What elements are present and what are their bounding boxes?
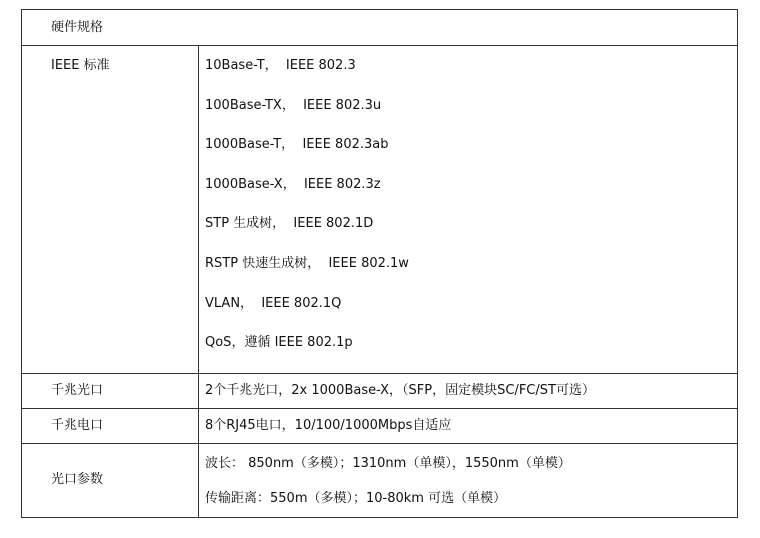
fiber-params-value: 波长： 850nm（多模）；1310nm（单模），1550nm（单模）: [205, 456, 571, 471]
ieee-value: VLAN， IEEE 802.1Q: [205, 296, 342, 311]
ieee-value: QoS，遵循 IEEE 802.1p: [205, 335, 353, 350]
ieee-value: 10Base-T， IEEE 802.3: [205, 58, 356, 73]
row-label-gigabit-copper: 千兆电口: [51, 418, 104, 433]
spec-table: [21, 9, 738, 518]
ieee-value: RSTP 快速生成树， IEEE 802.1w: [205, 256, 409, 271]
gigabit-fiber-value: 2个千兆光口，2x 1000Base-X，（SFP，固定模块SC/FC/ST可选）: [205, 383, 595, 398]
ieee-value: STP 生成树， IEEE 802.1D: [205, 216, 374, 231]
column-divider: [198, 45, 199, 517]
row-label-gigabit-fiber: 千兆光口: [51, 383, 104, 398]
ieee-value: 1000Base-X， IEEE 802.3z: [205, 177, 381, 192]
row-divider: [22, 443, 737, 444]
table-header: 硬件规格: [51, 20, 104, 35]
row-divider: [22, 408, 737, 409]
gigabit-copper-value: 8个RJ45电口，10/100/1000Mbps自适应: [205, 418, 452, 433]
row-label-fiber-params: 光口参数: [51, 472, 104, 487]
ieee-value: 1000Base-T， IEEE 802.3ab: [205, 137, 389, 152]
fiber-params-value: 传输距离：550m（多模）；10-80km 可选（单模）: [205, 491, 507, 506]
row-divider: [22, 45, 737, 46]
row-label-ieee: IEEE 标准: [51, 58, 110, 73]
ieee-value: 100Base-TX， IEEE 802.3u: [205, 98, 382, 113]
row-divider: [22, 373, 737, 374]
